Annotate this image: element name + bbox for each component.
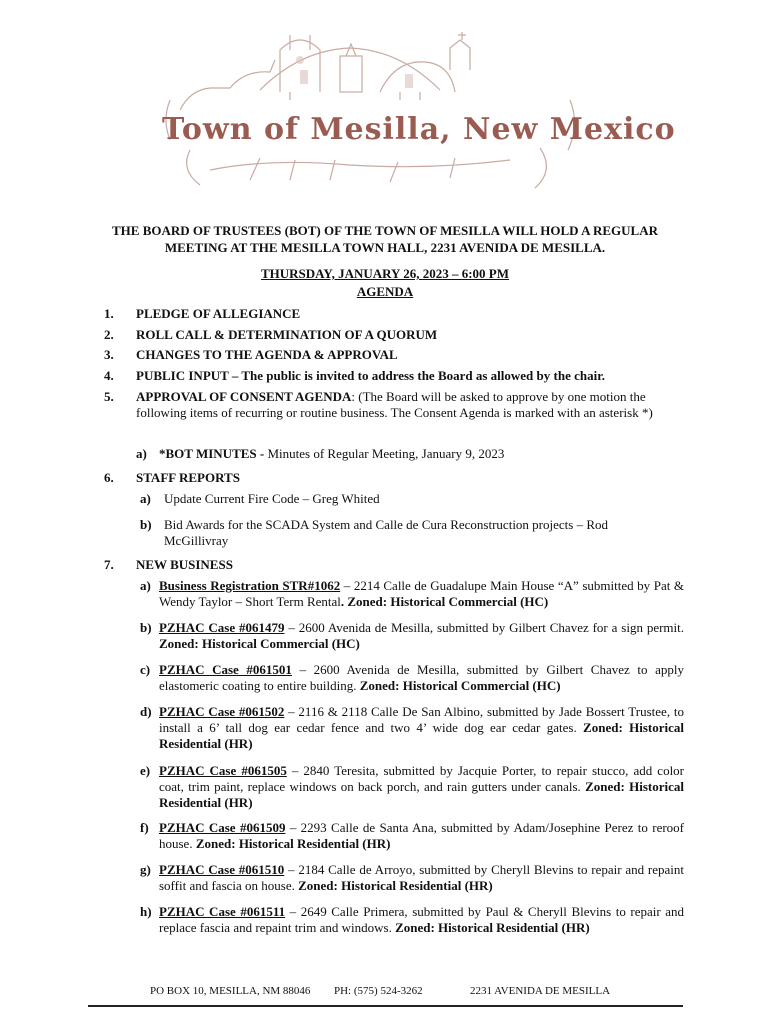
item-number: 4. bbox=[104, 368, 114, 383]
zoning: Zoned: Historical Commercial (HC) bbox=[159, 636, 360, 651]
item-letter: a) bbox=[136, 446, 147, 461]
item-text: – 2214 Calle de Guadalupe Main House “A” submitted by Pat & Wendy Taylor – Short Term Rental bbox=[159, 578, 685, 609]
case-number: Business Registration STR#1062 bbox=[159, 578, 341, 593]
item-text: : (The Board will be asked to approve by one motion the following items of recurring or routine business. The Consent Agenda is marked with an asterisk *) bbox=[136, 389, 653, 420]
case-number: PZHAC Case #061511 bbox=[159, 904, 286, 919]
item-letter: a) bbox=[140, 578, 151, 593]
item-letter: d) bbox=[140, 704, 152, 719]
item-title: *BOT MINUTES - bbox=[159, 446, 265, 461]
item-text: Bid Awards for the SCADA System and Calle de Cura Reconstruction projects – Rod McGillivray bbox=[164, 517, 608, 548]
zoning: Zoned: Historical Residential (HR) bbox=[395, 920, 590, 935]
item-body bbox=[136, 389, 666, 421]
case-number: PZHAC Case #061479 bbox=[159, 620, 285, 635]
item-title: ROLL CALL & DETERMINATION OF A QUORUM bbox=[136, 327, 438, 342]
case-number: PZHAC Case #061509 bbox=[159, 820, 286, 835]
item-number: 7. bbox=[104, 557, 114, 572]
item-number: 5. bbox=[104, 389, 114, 404]
item-number: 6. bbox=[104, 470, 114, 485]
case-number: PZHAC Case #061510 bbox=[159, 862, 285, 877]
item-title: APPROVAL OF CONSENT AGENDA bbox=[136, 389, 352, 404]
item-letter: h) bbox=[140, 904, 152, 919]
item-letter: e) bbox=[140, 763, 151, 778]
item-body bbox=[159, 704, 684, 752]
zoning: Zoned: Historical Residential (HR) bbox=[159, 720, 684, 751]
footer-phone: PH: (575) 524-3262 bbox=[334, 985, 423, 997]
case-number: PZHAC Case #061502 bbox=[159, 704, 285, 719]
notice-line-1: THE BOARD OF TRUSTEES (BOT) OF THE TOWN OF MESILLA WILL HOLD A REGULAR bbox=[111, 223, 658, 238]
item-text: – 2649 Calle Primera, submitted by Paul & Cheryll Blevins to repair and replace fascia and repaint trim and windows. bbox=[159, 904, 685, 935]
case-number: PZHAC Case #061505 bbox=[159, 763, 287, 778]
meeting-date: THURSDAY, JANUARY 26, 2023 – 6:00 PM bbox=[261, 266, 509, 281]
meeting-heading bbox=[90, 265, 680, 301]
footer-address: 2231 AVENIDA DE MESILLA bbox=[470, 985, 611, 997]
agenda-title: AGENDA bbox=[356, 284, 414, 299]
item-body bbox=[159, 446, 684, 462]
item-text: – 2184 Calle de Arroyo, submitted by Cheryll Blevins to repair and repaint soffit and fascia on house. bbox=[159, 862, 684, 893]
item-title: STAFF REPORTS bbox=[136, 470, 240, 485]
item-text: – 2600 Avenida de Mesilla, submitted by Gilbert Chavez for a sign permit. bbox=[284, 620, 684, 635]
letterhead bbox=[150, 30, 676, 205]
item-letter: b) bbox=[140, 620, 152, 635]
item-letter: a) bbox=[140, 491, 151, 506]
item-text: Minutes of Regular Meeting, January 9, 2023 bbox=[264, 446, 505, 461]
item-letter: c) bbox=[140, 662, 151, 677]
meeting-notice bbox=[90, 222, 680, 256]
item-text: Update Current Fire Code – Greg Whited bbox=[164, 491, 380, 506]
item-text: – 2293 Calle de Santa Ana, submitted by Adam/Josephine Perez to reroof house. bbox=[159, 820, 685, 851]
item-body bbox=[159, 820, 684, 852]
item-body bbox=[159, 662, 684, 694]
footer-po-box: PO BOX 10, MESILLA, NM 88046 bbox=[150, 985, 311, 997]
item-title: PUBLIC INPUT – The public is invited to address the Board as allowed by the chair. bbox=[136, 368, 606, 383]
item-title: CHANGES TO THE AGENDA & APPROVAL bbox=[136, 347, 398, 362]
item-letter: g) bbox=[140, 862, 151, 877]
item-text: – 2600 Avenida de Mesilla, submitted by Gilbert Chavez to apply elastomeric coating to entire building. bbox=[159, 662, 684, 693]
zoning: Zoned: Historical Residential (HR) bbox=[195, 836, 391, 851]
item-number: 2. bbox=[104, 327, 114, 342]
item-letter: b) bbox=[140, 517, 152, 532]
item-letter: f) bbox=[140, 820, 149, 835]
zoning: . Zoned: Historical Commercial (HC) bbox=[340, 594, 549, 609]
item-body bbox=[159, 904, 684, 936]
zoning: Zoned: Historical Residential (HR) bbox=[159, 779, 684, 810]
notice-line-2: MEETING AT THE MESILLA TOWN HALL, 2231 AVENIDA DE MESILLA. bbox=[164, 240, 606, 255]
zoning: Zoned: Historical Commercial (HC) bbox=[359, 678, 561, 693]
item-body bbox=[159, 578, 684, 610]
item-text: – 2840 Teresita, submitted by Jacquie Porter, to repair stucco, add color coat, trim paint, replace windows on back porch, and rain gutters under canals. bbox=[159, 763, 685, 794]
item-title: NEW BUSINESS bbox=[136, 557, 233, 572]
zoning: Zoned: Historical Residential (HR) bbox=[298, 878, 493, 893]
item-number: 3. bbox=[104, 347, 114, 362]
town-logo-text: Town of Mesilla, New Mexico bbox=[162, 112, 676, 147]
item-text: – 2116 & 2118 Calle De San Albino, submitted by Jade Bossert Trustee, to install a 6’ tall dog ear cedar fence and two 4’ wide dog ear cedar gates. bbox=[159, 704, 684, 735]
footer-divider bbox=[88, 1005, 683, 1007]
item-body bbox=[159, 862, 684, 894]
item-body bbox=[159, 763, 684, 811]
item-body bbox=[159, 620, 684, 652]
item-number: 1. bbox=[104, 306, 114, 321]
case-number: PZHAC Case #061501 bbox=[159, 662, 292, 677]
item-title: PLEDGE OF ALLEGIANCE bbox=[136, 306, 301, 321]
